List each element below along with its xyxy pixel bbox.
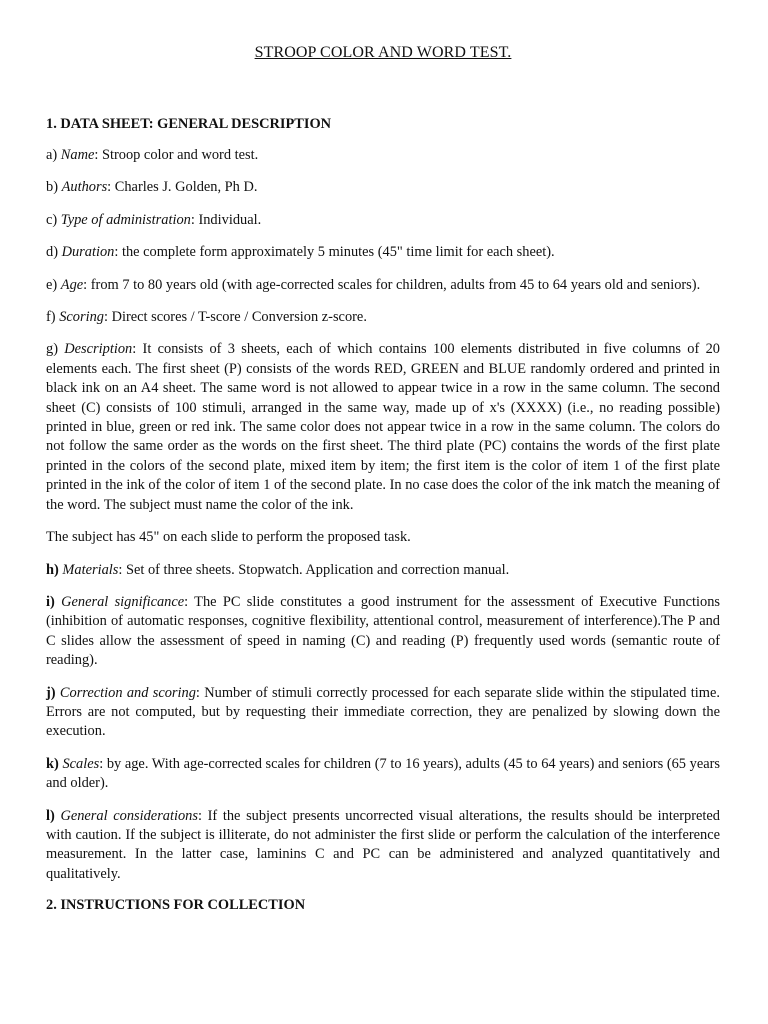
item-materials bbox=[46, 561, 720, 580]
item-general-significance bbox=[46, 593, 720, 671]
item-text: : Stroop color and word test. bbox=[94, 147, 259, 163]
item-description bbox=[46, 340, 720, 515]
item-text: : Number of stimuli correctly processed for each separate slide within the stipulated time. Errors are not computed, but by requesting their immediate correction, they are penalized by slowing down the execution. bbox=[46, 684, 720, 740]
item-scoring bbox=[46, 308, 720, 327]
item-term: Age bbox=[60, 276, 84, 293]
item-correction-and-scoring bbox=[46, 684, 720, 742]
item-age bbox=[46, 276, 720, 295]
item-term: Materials bbox=[62, 561, 119, 578]
item-term: Authors bbox=[61, 179, 108, 196]
item-text: : Individual. bbox=[190, 211, 262, 228]
item-text: : If the subject presents uncorrected visual alterations, the results should be interpreted with caution. If the subject is illiterate, do not administer the first slide or perform the calculation of the interference measurement. In the latter case, laminins C and PC can be administered and analyzed quantitatively and qualitatively. bbox=[46, 807, 720, 882]
item-type-of-administration bbox=[46, 211, 720, 230]
item-text: : from 7 to 80 years old (with age-corrected scales for children, adults from 45 to 64 years old and seniors). bbox=[83, 276, 701, 293]
item-term: Correction and scoring bbox=[59, 684, 196, 701]
document-page bbox=[46, 44, 720, 927]
item-letter: a) bbox=[46, 147, 61, 163]
item-term: Type of administration bbox=[60, 211, 191, 228]
item-text: : Direct scores / T-score / Conversion z-score. bbox=[103, 309, 367, 326]
item-text: : Charles J. Golden, Ph D. bbox=[107, 179, 258, 196]
item-text: : the complete form approximately 5 minutes (45" time limit for each sheet). bbox=[114, 244, 555, 261]
section-heading-data-sheet: 1. DATA SHEET: GENERAL DESCRIPTION bbox=[46, 116, 332, 132]
item-description-note: The subject has 45" on each slide to perform the proposed task. bbox=[46, 529, 411, 546]
item-term: Scales bbox=[62, 755, 100, 772]
section-heading-instructions: 2. INSTRUCTIONS FOR COLLECTION bbox=[46, 897, 306, 914]
item-letter: g) bbox=[46, 341, 65, 358]
item-authors bbox=[46, 178, 720, 197]
item-letter: b) bbox=[46, 179, 62, 196]
item-scales bbox=[46, 755, 720, 794]
document-title: STROOP COLOR AND WORD TEST. bbox=[254, 44, 512, 61]
item-term: Description bbox=[64, 341, 133, 358]
item-letter: f) bbox=[46, 309, 60, 326]
item-letter: k) bbox=[46, 755, 63, 772]
item-letter: l) bbox=[46, 807, 61, 824]
item-text: : by age. With age-corrected scales for children (7 to 16 years), adults (45 to 64 years) and seniors (65 years and older). bbox=[46, 755, 720, 792]
item-text: : Set of three sheets. Stopwatch. Application and correction manual. bbox=[118, 561, 510, 578]
item-term: General considerations bbox=[60, 807, 198, 824]
item-general-considerations bbox=[46, 807, 720, 885]
item-letter: e) bbox=[46, 276, 61, 293]
item-term: Scoring bbox=[59, 309, 104, 326]
item-text: : It consists of 3 sheets, each of which contains 100 elements distributed in five columns of 20 elements each. The first sheet (P) consists of the words RED, GREEN and BLUE randomly ordered and printed in black ink on an A4 sheet. The same word is not allowed to appear twice in a row in the same column. The second sheet (C) consists of 100 stimuli, arranged in the same way, made up of x's (XXXX) (i.e., no reading possible) printed in blue, green or red ink. The same color does not appear twice in a row in the same column. The colors do not follow the same order as the words on the first sheet. The third plate (PC) contains the words of the first plate printed in the colors of the second plate, mixed item by item; the first item is the color of item 1 of the first plate printed in the ink of the color of item 1 of the second plate. In no case does the color of the ink match the meaning of the word. The subject must name the color of the ink. bbox=[46, 341, 720, 513]
item-term: Duration bbox=[61, 244, 115, 261]
item-letter: c) bbox=[46, 211, 61, 228]
item-name bbox=[46, 146, 720, 165]
item-term: General significance bbox=[61, 593, 185, 610]
item-letter: j) bbox=[46, 684, 60, 701]
item-letter: i) bbox=[46, 593, 62, 610]
item-term: Name bbox=[60, 147, 95, 163]
item-letter: h) bbox=[46, 561, 63, 578]
item-letter: d) bbox=[46, 244, 62, 261]
item-duration bbox=[46, 243, 720, 262]
item-text: : The PC slide constitutes a good instrument for the assessment of Executive Functions (inhibition of automatic responses, cognitive flexibility, attentional control, measurement of interference).The P and C slides allow the assessment of speed in naming (C) and reading (P) frequently used words (semantic route of reading). bbox=[46, 593, 720, 669]
